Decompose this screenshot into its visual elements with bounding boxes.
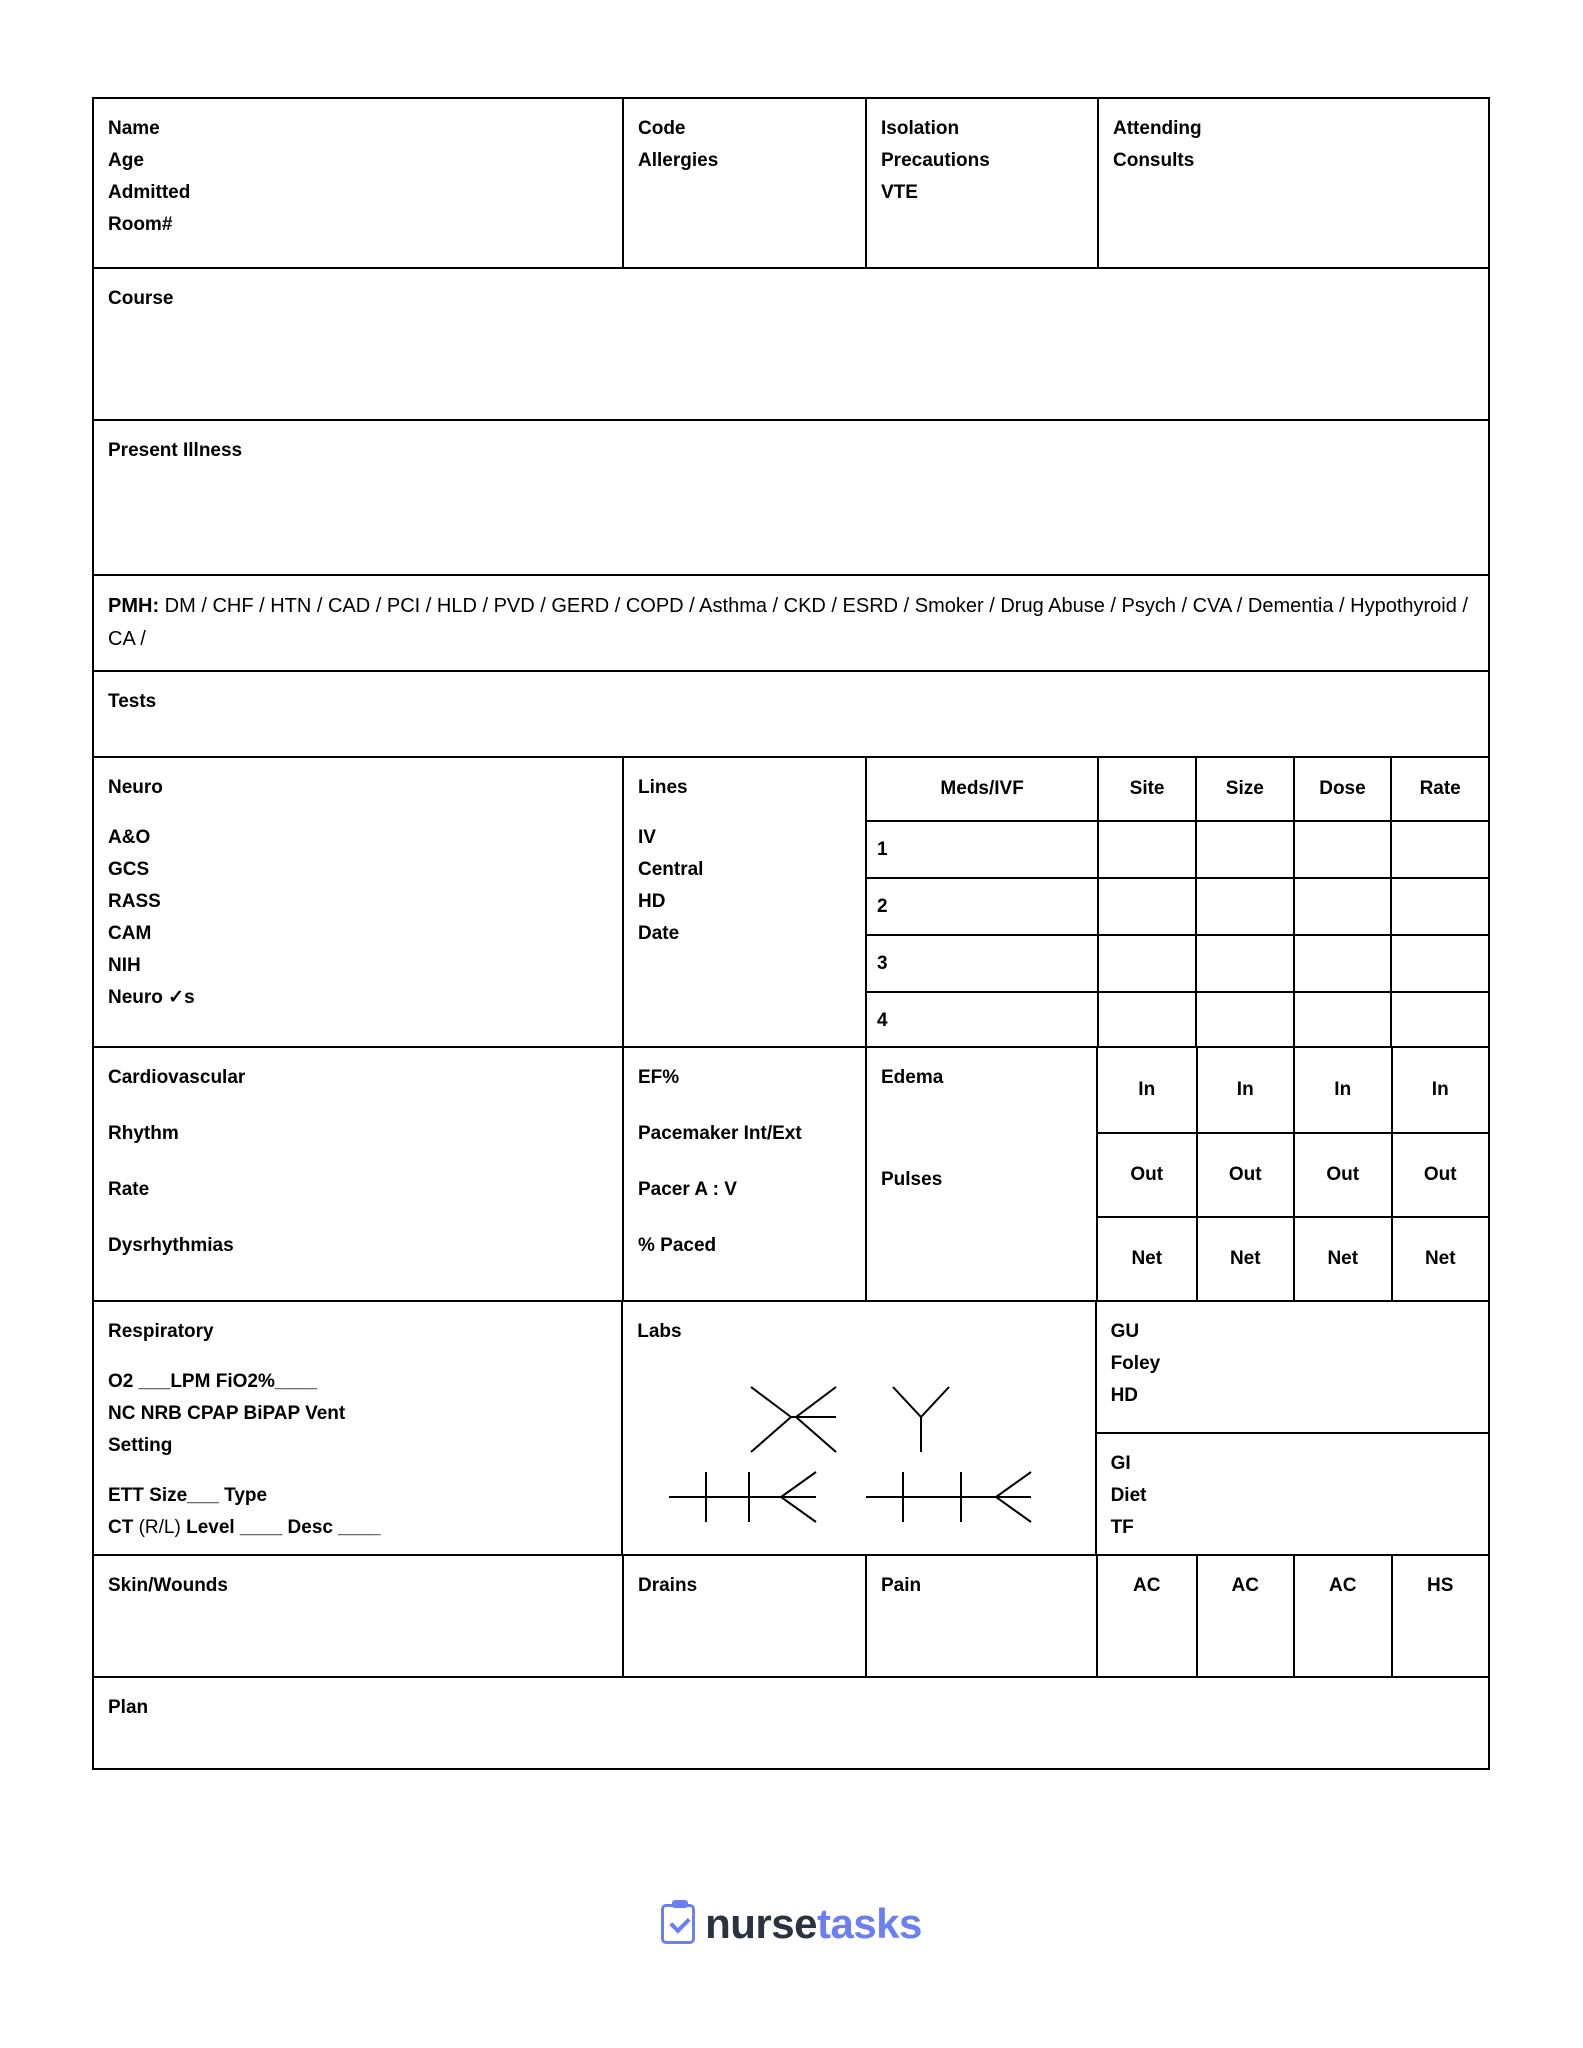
ac-cell-2[interactable]: AC	[1196, 1556, 1294, 1676]
glucose-checks-row	[1096, 1554, 1488, 1676]
io-out-3[interactable]: Out	[1293, 1134, 1391, 1216]
respiratory-title: Respiratory	[108, 1321, 214, 1342]
ac-cell-1[interactable]: AC	[1133, 1575, 1161, 1596]
meds-table	[865, 756, 1488, 1046]
pmh-text	[108, 590, 1474, 656]
meds-cell-dose[interactable]	[1293, 879, 1391, 934]
edema-pulses-cell	[865, 1046, 1096, 1300]
pacemaker-label: Pacemaker Int/Ext	[638, 1123, 802, 1144]
plan-label: Plan	[108, 1697, 149, 1718]
skin-title: Skin/Wounds	[108, 1575, 228, 1596]
gu-block	[1097, 1302, 1488, 1432]
diet-label: Diet	[1110, 1485, 1147, 1506]
brand-tasks: tasks	[816, 1900, 922, 1947]
attending-cell	[1097, 99, 1488, 267]
neuro-item-gcs: GCS	[108, 859, 150, 880]
intake-output-table	[1096, 1046, 1488, 1300]
cv-item-dysrhythmias: Dysrhythmias	[108, 1235, 234, 1256]
neuro-item-nih: NIH	[108, 955, 141, 976]
neuro-row	[94, 756, 1488, 1046]
course-row	[94, 267, 1488, 419]
labs-cell	[621, 1300, 1094, 1554]
cv-item-rate: Rate	[108, 1179, 150, 1200]
io-in-row	[1098, 1048, 1488, 1132]
drains-cell	[622, 1554, 865, 1676]
meds-cell-dose[interactable]	[1293, 936, 1391, 991]
meds-cell-size[interactable]	[1195, 936, 1293, 991]
io-net-3[interactable]: Net	[1293, 1218, 1391, 1300]
edema-label: Edema	[881, 1067, 944, 1088]
plan-row	[94, 1676, 1488, 1768]
io-out-2[interactable]: Out	[1196, 1134, 1294, 1216]
respiratory-devices: NC NRB CPAP BiPAP Vent	[108, 1403, 346, 1424]
io-in-4[interactable]: In	[1391, 1048, 1489, 1132]
meds-cell-size[interactable]	[1195, 822, 1293, 877]
meds-cell-site[interactable]	[1097, 822, 1195, 877]
pain-cell	[865, 1554, 1096, 1676]
hs-cell[interactable]: HS	[1391, 1556, 1489, 1676]
tests-cell	[94, 670, 1488, 756]
meds-cell-dose[interactable]	[1293, 993, 1391, 1048]
meds-cell-rate[interactable]	[1390, 993, 1488, 1048]
meds-row	[867, 934, 1488, 991]
present-illness-cell	[94, 419, 1488, 574]
pmh-items: DM / CHF / HTN / CAD / PCI / HLD / PVD / GERD / COPD / Asthma / CKD / ESRD / Smoker / Drug Abuse / Psych / CVA / Dementia / Hypothyroid / CA /	[108, 595, 1468, 650]
gi-label: GI	[1110, 1453, 1131, 1474]
neuro-item-rass: RASS	[108, 891, 161, 912]
header-row	[94, 99, 1488, 267]
neuro-item-ao: A&O	[108, 827, 151, 848]
cardiovascular-row	[94, 1046, 1488, 1300]
cv-item-rhythm: Rhythm	[108, 1123, 179, 1144]
pmh-cell	[94, 574, 1488, 670]
meds-header-name: Meds/IVF	[940, 778, 1024, 799]
meds-cell-size[interactable]	[1195, 993, 1293, 1048]
io-net-4[interactable]: Net	[1391, 1218, 1489, 1300]
field-allergies: Allergies	[638, 150, 719, 171]
skin-wounds-cell	[94, 1554, 622, 1676]
present-illness-row	[94, 419, 1488, 574]
neuro-item-checks: Neuro ✓s	[108, 987, 195, 1008]
lines-item-iv: IV	[638, 827, 656, 848]
io-net-1[interactable]: Net	[1131, 1248, 1163, 1269]
meds-cell-dose[interactable]	[1293, 822, 1391, 877]
cv-title: Cardiovascular	[108, 1067, 246, 1088]
io-net-row	[1098, 1216, 1488, 1300]
neuro-item-cam: CAM	[108, 923, 152, 944]
lines-item-central: Central	[638, 859, 704, 880]
lines-item-date: Date	[638, 923, 680, 944]
field-admitted: Admitted	[108, 182, 191, 203]
clipboard-check-icon	[661, 1904, 695, 1944]
ef-cell	[622, 1046, 865, 1300]
present-illness-label: Present Illness	[108, 440, 243, 461]
respiratory-o2-line: O2 ___LPM FiO2%____	[108, 1371, 318, 1392]
meds-row-number: 1	[877, 838, 888, 860]
respiratory-ct	[108, 1512, 607, 1544]
ef-label: EF%	[638, 1067, 680, 1088]
meds-cell-site[interactable]	[1097, 993, 1195, 1048]
field-age: Age	[108, 150, 144, 171]
meds-header-size: Size	[1195, 758, 1293, 820]
meds-cell-rate[interactable]	[1390, 822, 1488, 877]
meds-cell-site[interactable]	[1097, 879, 1195, 934]
lines-cell	[622, 756, 865, 1046]
meds-cell-site[interactable]	[1097, 936, 1195, 991]
course-cell	[94, 267, 1488, 419]
isolation-cell	[865, 99, 1097, 267]
meds-header-dose: Dose	[1293, 758, 1391, 820]
lab-fishbone-diagram	[631, 1342, 1091, 1542]
tests-label: Tests	[108, 691, 157, 712]
meds-row-number: 4	[877, 1009, 888, 1031]
neuro-title: Neuro	[108, 777, 163, 798]
pacer-av-label: Pacer A : V	[638, 1179, 737, 1200]
tf-label: TF	[1110, 1517, 1134, 1538]
meds-header-site: Site	[1097, 758, 1195, 820]
pmh-row	[94, 574, 1488, 670]
meds-cell-rate[interactable]	[1390, 879, 1488, 934]
io-out-4[interactable]: Out	[1391, 1134, 1489, 1216]
pain-title: Pain	[881, 1575, 922, 1596]
gu-label: GU	[1110, 1321, 1140, 1342]
meds-header-row	[867, 758, 1488, 820]
io-out-1[interactable]: Out	[1130, 1164, 1164, 1185]
ct-rest: Level ____ Desc ____	[180, 1517, 381, 1538]
respiratory-cell	[94, 1300, 621, 1554]
respiratory-setting: Setting	[108, 1435, 173, 1456]
field-code: Code	[638, 118, 686, 139]
brand-nurse: nurse	[705, 1900, 817, 1947]
footer-logo	[0, 1900, 1583, 1948]
respiratory-ett: ETT Size___ Type	[108, 1485, 268, 1506]
foley-label: Foley	[1110, 1353, 1161, 1374]
meds-row-number: 3	[877, 952, 888, 974]
gu-hd-label: HD	[1110, 1385, 1139, 1406]
field-consults: Consults	[1113, 150, 1195, 171]
ac-cell-3[interactable]: AC	[1293, 1556, 1391, 1676]
percent-paced-label: % Paced	[638, 1235, 717, 1256]
gi-block	[1097, 1432, 1488, 1554]
report-table	[92, 97, 1490, 1770]
meds-header-rate: Rate	[1390, 758, 1488, 820]
field-attending: Attending	[1113, 118, 1202, 139]
field-vte: VTE	[881, 182, 918, 203]
tests-row	[94, 670, 1488, 756]
respiratory-row	[94, 1300, 1488, 1554]
io-in-1[interactable]: In	[1138, 1079, 1156, 1100]
labs-title: Labs	[637, 1321, 682, 1342]
patient-info-cell	[94, 99, 622, 267]
drains-title: Drains	[638, 1575, 698, 1596]
meds-row	[867, 820, 1488, 877]
lines-title: Lines	[638, 777, 688, 798]
ct-rl: (R/L)	[138, 1517, 181, 1538]
code-allergies-cell	[622, 99, 865, 267]
skin-row	[94, 1554, 1488, 1676]
field-precautions: Precautions	[881, 150, 990, 171]
meds-row	[867, 991, 1488, 1048]
meds-cell-rate[interactable]	[1390, 936, 1488, 991]
io-in-3[interactable]: In	[1293, 1048, 1391, 1132]
io-out-row	[1098, 1132, 1488, 1216]
field-name: Name	[108, 118, 160, 139]
io-net-2[interactable]: Net	[1196, 1218, 1294, 1300]
meds-row-number: 2	[877, 895, 888, 917]
gu-gi-cell	[1095, 1300, 1488, 1554]
io-in-2[interactable]: In	[1196, 1048, 1294, 1132]
cardiovascular-cell	[94, 1046, 622, 1300]
field-isolation: Isolation	[881, 118, 960, 139]
meds-cell-size[interactable]	[1195, 879, 1293, 934]
pulses-label: Pulses	[881, 1169, 943, 1190]
course-label: Course	[108, 288, 174, 309]
field-room: Room#	[108, 214, 173, 235]
meds-row	[867, 877, 1488, 934]
ct-prefix: CT	[108, 1517, 139, 1538]
lines-item-hd: HD	[638, 891, 666, 912]
brand-name	[705, 1900, 922, 1948]
neuro-cell	[94, 756, 622, 1046]
pmh-label: PMH:	[108, 595, 160, 617]
plan-cell	[94, 1676, 1488, 1768]
